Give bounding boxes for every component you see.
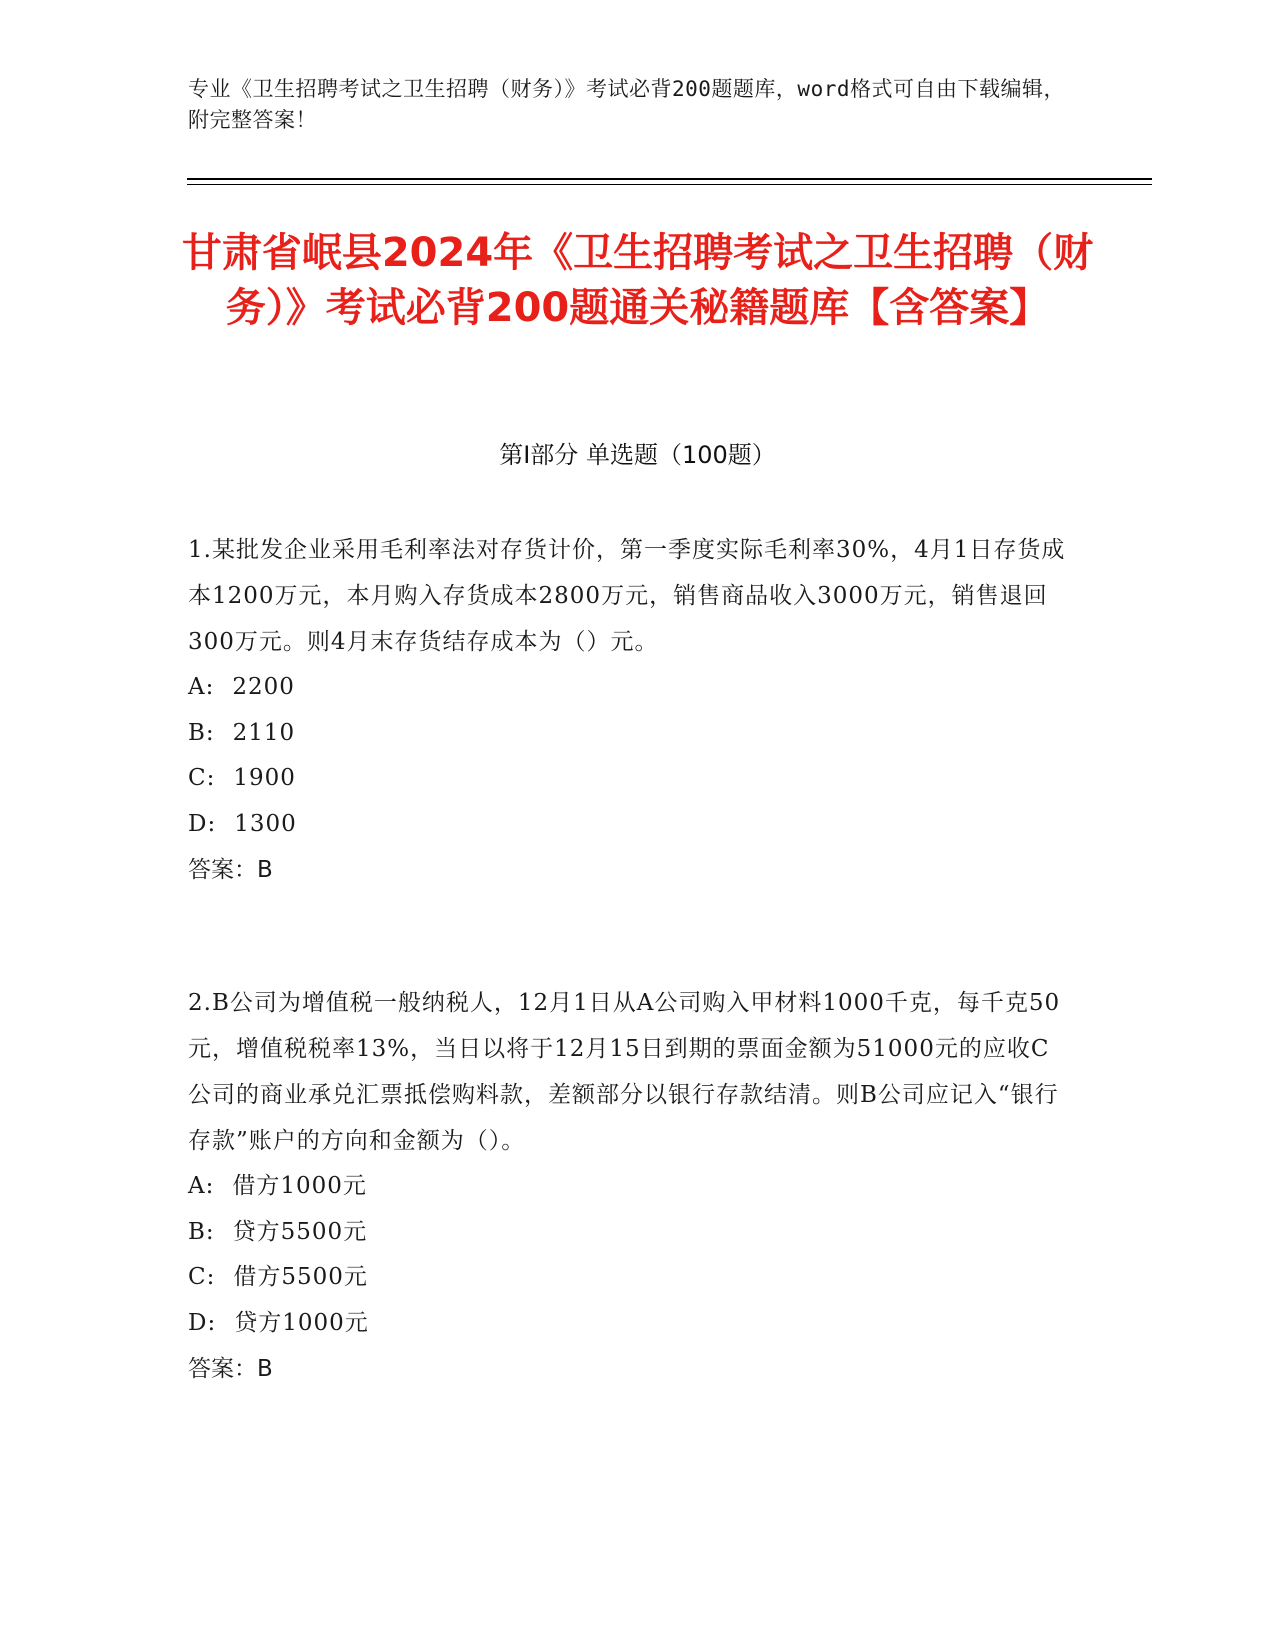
option-a	[188, 665, 1068, 711]
option-text: 2200	[232, 674, 295, 700]
section-title: 第Ⅰ部分 单选题（100题）	[499, 441, 776, 469]
header-note: 专业《卫生招聘考试之卫生招聘（财务）》考试必背200题题库，word格式可自由下载编辑，附完整答案！	[188, 77, 1065, 132]
option-key: B:	[188, 719, 215, 746]
option-text: 借方1000元	[232, 1173, 367, 1199]
option-a	[188, 1164, 1068, 1210]
option-key: B:	[188, 1218, 215, 1245]
option-text: 1300	[234, 810, 297, 837]
option-text: 1900	[233, 765, 296, 791]
option-key: C:	[188, 765, 216, 791]
option-key: D:	[188, 1309, 217, 1336]
option-b	[188, 1210, 1068, 1256]
option-text: 贷方1000元	[234, 1309, 369, 1336]
question-stem: 1.某批发企业采用毛利率法对存货计价，第一季度实际毛利率30%，4月1日存货成本1200万元，本月购入存货成本2800万元，销售商品收入3000万元，销售退回300万元。则4月末存货结存成本为（）元。	[188, 537, 1066, 655]
option-key: C:	[188, 1264, 216, 1290]
document-title: 甘肃省岷县2024年《卫生招聘考试之卫生招聘（财务）》考试必背200题通关秘籍题库【含答案】	[181, 230, 1094, 331]
question-1	[188, 527, 1068, 893]
option-key: D:	[188, 810, 217, 837]
header-rule-thin	[187, 184, 1152, 185]
question-stem: 2.B公司为增值税一般纳税人，12月1日从A公司购入甲材料1000千克，每千克50元，增值税税率13%，当日以将于12月15日到期的票面金额为51000元的应收C公司的商业承兑汇票抵偿购料款，差额部分以银行存款结清。则B公司应记入“银行存款”账户的方向和金额为（）。	[188, 990, 1061, 1154]
option-c	[188, 1255, 1068, 1301]
option-b	[188, 711, 1068, 757]
option-d	[188, 802, 1068, 848]
answer-line: 答案：B	[188, 857, 273, 883]
option-c	[188, 756, 1068, 802]
question-2	[188, 980, 1068, 1392]
option-text: 2110	[232, 719, 296, 746]
option-text: 贷方5500元	[232, 1218, 368, 1245]
option-d	[188, 1301, 1068, 1347]
option-text: 借方5500元	[233, 1264, 368, 1290]
option-key: A:	[188, 1173, 215, 1199]
answer-line: 答案：B	[188, 1356, 273, 1382]
header-rule-thick	[187, 178, 1152, 180]
option-key: A:	[188, 674, 215, 700]
